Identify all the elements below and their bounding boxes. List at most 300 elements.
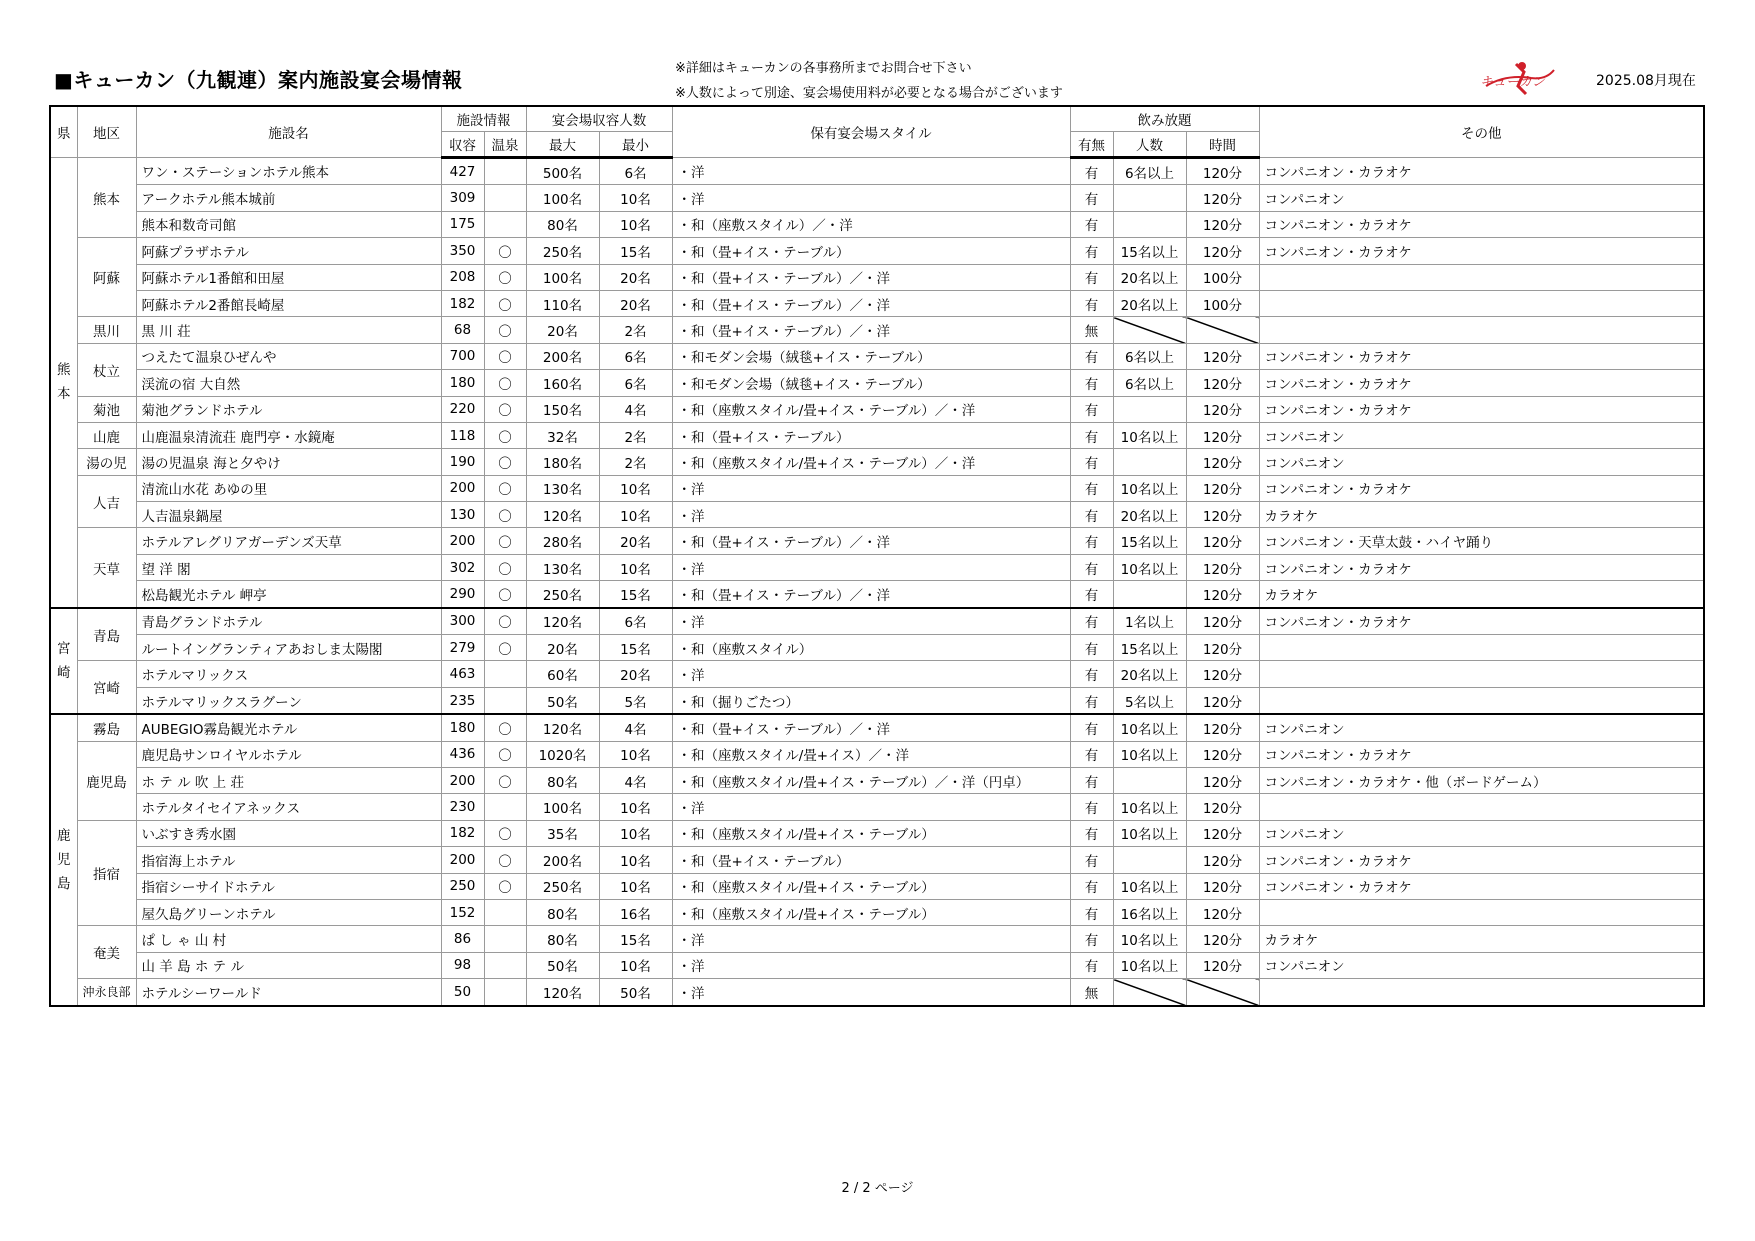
max-cell: 80名 <box>526 767 599 793</box>
col-facility-info: 施設情報 <box>441 106 526 132</box>
other-cell: コンパニオン・カラオケ <box>1259 343 1704 369</box>
other-cell: コンパニオン <box>1259 820 1704 846</box>
onsen-cell <box>484 979 526 1006</box>
nomi-cell: 有 <box>1070 741 1113 767</box>
nomi-cell: 有 <box>1070 847 1113 873</box>
capacity-cell: 463 <box>441 661 484 687</box>
time-cell: 120分 <box>1186 952 1259 978</box>
capacity-cell: 86 <box>441 926 484 952</box>
other-cell <box>1259 979 1704 1006</box>
time-cell: 120分 <box>1186 502 1259 528</box>
other-cell: コンパニオン・カラオケ <box>1259 873 1704 899</box>
table-row <box>50 290 1704 316</box>
area-cell: 沖永良部 <box>77 979 136 1006</box>
style-cell: ・洋 <box>672 502 1070 528</box>
onsen-cell <box>484 211 526 237</box>
table-row <box>50 687 1704 714</box>
prefecture-char: 鹿 <box>57 827 71 844</box>
facility-name: AUBEGIO霧島観光ホテル <box>136 714 441 741</box>
prefecture-cell <box>50 158 77 608</box>
area-cell: 湯の児 <box>77 449 136 475</box>
facility-name: 阿蘇ホテル2番館長崎屋 <box>136 290 441 316</box>
max-cell: 20名 <box>526 317 599 343</box>
time-cell: 120分 <box>1186 820 1259 846</box>
other-cell: コンパニオン・カラオケ <box>1259 475 1704 501</box>
time-cell: 120分 <box>1186 741 1259 767</box>
min-cell: 6名 <box>599 343 672 369</box>
area-cell: 霧島 <box>77 714 136 741</box>
style-cell: ・洋 <box>672 926 1070 952</box>
onsen-cell: 〇 <box>484 741 526 767</box>
prefecture-char: 児 <box>57 851 71 868</box>
other-cell <box>1259 264 1704 290</box>
other-cell: コンパニオン・カラオケ <box>1259 370 1704 396</box>
time-cell: 120分 <box>1186 475 1259 501</box>
style-cell: ・洋 <box>672 608 1070 635</box>
onsen-cell: 〇 <box>484 635 526 661</box>
time-cell: 120分 <box>1186 238 1259 264</box>
table-row <box>50 820 1704 846</box>
table-row <box>50 554 1704 580</box>
facility-name: 松島観光ホテル 岬亭 <box>136 581 441 608</box>
prefecture-char: 島 <box>57 875 71 892</box>
onsen-cell: 〇 <box>484 290 526 316</box>
time-cell <box>1186 979 1259 1006</box>
onsen-cell: 〇 <box>484 820 526 846</box>
max-cell: 120名 <box>526 979 599 1006</box>
nomi-cell: 有 <box>1070 767 1113 793</box>
capacity-cell: 175 <box>441 211 484 237</box>
facility-name: 山鹿温泉清流荘 鹿門亭・水鏡庵 <box>136 422 441 448</box>
facility-name: 湯の児温泉 海と夕やけ <box>136 449 441 475</box>
people-cell: 10名以上 <box>1113 475 1186 501</box>
nomi-cell: 有 <box>1070 158 1113 185</box>
style-cell: ・洋 <box>672 979 1070 1006</box>
time-cell: 120分 <box>1186 185 1259 211</box>
area-cell: 菊池 <box>77 396 136 422</box>
facility-name: ワン・ステーションホテル熊本 <box>136 158 441 185</box>
capacity-cell: 302 <box>441 554 484 580</box>
time-cell: 120分 <box>1186 767 1259 793</box>
capacity-cell: 220 <box>441 396 484 422</box>
style-cell: ・和モダン会場（絨毯+イス・テーブル） <box>672 343 1070 369</box>
time-cell: 120分 <box>1186 158 1259 185</box>
people-cell: 10名以上 <box>1113 741 1186 767</box>
nomi-cell: 有 <box>1070 635 1113 661</box>
style-cell: ・和モダン会場（絨毯+イス・テーブル） <box>672 370 1070 396</box>
facility-name: 指宿シーサイドホテル <box>136 873 441 899</box>
col-time: 時間 <box>1186 132 1259 158</box>
style-cell: ・洋 <box>672 158 1070 185</box>
time-cell: 120分 <box>1186 422 1259 448</box>
time-cell: 100分 <box>1186 264 1259 290</box>
people-cell <box>1113 317 1186 343</box>
onsen-cell: 〇 <box>484 449 526 475</box>
kyukan-logo <box>1476 56 1558 100</box>
other-cell: コンパニオン・カラオケ <box>1259 158 1704 185</box>
style-cell: ・洋 <box>672 794 1070 820</box>
table-row <box>50 396 1704 422</box>
nomi-cell: 有 <box>1070 370 1113 396</box>
min-cell: 15名 <box>599 581 672 608</box>
time-cell: 120分 <box>1186 661 1259 687</box>
style-cell: ・和（畳+イス・テーブル） <box>672 238 1070 264</box>
other-cell <box>1259 794 1704 820</box>
max-cell: 200名 <box>526 343 599 369</box>
time-cell: 120分 <box>1186 926 1259 952</box>
table-row <box>50 741 1704 767</box>
onsen-cell <box>484 661 526 687</box>
capacity-cell: 130 <box>441 502 484 528</box>
area-cell: 宮崎 <box>77 661 136 714</box>
min-cell: 20名 <box>599 661 672 687</box>
onsen-cell: 〇 <box>484 873 526 899</box>
area-cell: 鹿児島 <box>77 741 136 820</box>
other-cell: カラオケ <box>1259 581 1704 608</box>
capacity-cell: 230 <box>441 794 484 820</box>
other-cell: コンパニオン <box>1259 449 1704 475</box>
col-name: 施設名 <box>136 106 441 158</box>
max-cell: 100名 <box>526 185 599 211</box>
nomi-cell: 有 <box>1070 952 1113 978</box>
min-cell: 15名 <box>599 926 672 952</box>
logo-text: キューカン <box>1480 75 1545 90</box>
col-max: 最大 <box>526 132 599 158</box>
area-cell: 熊本 <box>77 158 136 238</box>
capacity-cell: 300 <box>441 608 484 635</box>
table-row <box>50 847 1704 873</box>
other-cell: コンパニオン <box>1259 952 1704 978</box>
people-cell <box>1113 185 1186 211</box>
nomi-cell: 有 <box>1070 820 1113 846</box>
capacity-cell: 350 <box>441 238 484 264</box>
area-cell: 青島 <box>77 608 136 661</box>
facility-name: ぱ し ゃ 山 村 <box>136 926 441 952</box>
nomi-cell: 有 <box>1070 608 1113 635</box>
other-cell: コンパニオン <box>1259 185 1704 211</box>
style-cell: ・和（掘りごたつ） <box>672 687 1070 714</box>
min-cell: 6名 <box>599 370 672 396</box>
people-cell: 15名以上 <box>1113 238 1186 264</box>
area-cell: 黒川 <box>77 317 136 343</box>
time-cell: 120分 <box>1186 714 1259 741</box>
people-cell: 1名以上 <box>1113 608 1186 635</box>
other-cell <box>1259 635 1704 661</box>
people-cell: 6名以上 <box>1113 343 1186 369</box>
style-cell: ・和（畳+イス・テーブル）／・洋 <box>672 581 1070 608</box>
nomi-cell: 有 <box>1070 581 1113 608</box>
facility-name: 鹿児島サンロイヤルホテル <box>136 741 441 767</box>
min-cell: 16名 <box>599 899 672 925</box>
max-cell: 80名 <box>526 211 599 237</box>
facility-name: ルートイングランティアあおしま太陽閣 <box>136 635 441 661</box>
other-cell: カラオケ <box>1259 502 1704 528</box>
capacity-cell: 118 <box>441 422 484 448</box>
max-cell: 80名 <box>526 926 599 952</box>
capacity-cell: 190 <box>441 449 484 475</box>
time-cell: 120分 <box>1186 608 1259 635</box>
onsen-cell: 〇 <box>484 502 526 528</box>
table-row <box>50 211 1704 237</box>
time-cell: 120分 <box>1186 370 1259 396</box>
people-cell: 16名以上 <box>1113 899 1186 925</box>
table-row <box>50 608 1704 635</box>
onsen-cell: 〇 <box>484 847 526 873</box>
capacity-cell: 68 <box>441 317 484 343</box>
contact-note: ※詳細はキューカンの各事務所までお問合せ下さい <box>675 61 972 76</box>
table-row <box>50 952 1704 978</box>
people-cell: 10名以上 <box>1113 422 1186 448</box>
min-cell: 10名 <box>599 794 672 820</box>
style-cell: ・洋 <box>672 952 1070 978</box>
prefecture-char: 宮 <box>57 640 71 657</box>
col-other: その他 <box>1259 106 1704 158</box>
other-cell: カラオケ <box>1259 926 1704 952</box>
table-row <box>50 475 1704 501</box>
area-cell: 山鹿 <box>77 422 136 448</box>
capacity-cell: 200 <box>441 475 484 501</box>
table-row <box>50 370 1704 396</box>
people-cell: 10名以上 <box>1113 714 1186 741</box>
min-cell: 50名 <box>599 979 672 1006</box>
table-row <box>50 635 1704 661</box>
other-cell: コンパニオン <box>1259 422 1704 448</box>
style-cell: ・和（座敷スタイル/畳+イス・テーブル） <box>672 873 1070 899</box>
nomi-cell: 有 <box>1070 290 1113 316</box>
people-cell: 20名以上 <box>1113 290 1186 316</box>
nomi-cell: 有 <box>1070 475 1113 501</box>
style-cell: ・和（座敷スタイル/畳+イス・テーブル） <box>672 820 1070 846</box>
other-cell: コンパニオン・カラオケ <box>1259 741 1704 767</box>
time-cell: 120分 <box>1186 449 1259 475</box>
table-row <box>50 873 1704 899</box>
time-cell: 120分 <box>1186 554 1259 580</box>
nomi-cell: 有 <box>1070 873 1113 899</box>
nomi-cell: 有 <box>1070 554 1113 580</box>
min-cell: 4名 <box>599 767 672 793</box>
max-cell: 50名 <box>526 687 599 714</box>
table-row <box>50 899 1704 925</box>
banquet-table <box>49 105 1705 1007</box>
onsen-cell <box>484 794 526 820</box>
facility-name: 黒 川 荘 <box>136 317 441 343</box>
onsen-cell: 〇 <box>484 343 526 369</box>
time-cell: 120分 <box>1186 528 1259 554</box>
nomi-cell: 有 <box>1070 343 1113 369</box>
time-cell: 100分 <box>1186 290 1259 316</box>
people-cell: 20名以上 <box>1113 502 1186 528</box>
facility-name: ホテルアレグリアガーデンズ天草 <box>136 528 441 554</box>
min-cell: 10名 <box>599 952 672 978</box>
people-cell <box>1113 581 1186 608</box>
page-number: 2 / 2 ページ <box>841 1181 914 1196</box>
people-cell <box>1113 396 1186 422</box>
time-cell: 120分 <box>1186 794 1259 820</box>
max-cell: 130名 <box>526 475 599 501</box>
people-cell: 6名以上 <box>1113 370 1186 396</box>
min-cell: 20名 <box>599 290 672 316</box>
people-cell: 10名以上 <box>1113 873 1186 899</box>
capacity-cell: 200 <box>441 528 484 554</box>
min-cell: 2名 <box>599 449 672 475</box>
onsen-cell: 〇 <box>484 422 526 448</box>
people-cell: 20名以上 <box>1113 264 1186 290</box>
area-cell: 杖立 <box>77 343 136 396</box>
time-cell: 120分 <box>1186 687 1259 714</box>
min-cell: 20名 <box>599 264 672 290</box>
facility-name: 屋久島グリーンホテル <box>136 899 441 925</box>
style-cell: ・和（畳+イス・テーブル）／・洋 <box>672 317 1070 343</box>
onsen-cell <box>484 899 526 925</box>
capacity-cell: 427 <box>441 158 484 185</box>
capacity-cell: 700 <box>441 343 484 369</box>
table-row <box>50 422 1704 448</box>
max-cell: 1020名 <box>526 741 599 767</box>
max-cell: 100名 <box>526 794 599 820</box>
max-cell: 60名 <box>526 661 599 687</box>
max-cell: 80名 <box>526 899 599 925</box>
style-cell: ・洋 <box>672 185 1070 211</box>
people-cell: 10名以上 <box>1113 926 1186 952</box>
time-cell: 120分 <box>1186 847 1259 873</box>
time-cell: 120分 <box>1186 396 1259 422</box>
capacity-cell: 235 <box>441 687 484 714</box>
other-cell: コンパニオン・カラオケ <box>1259 608 1704 635</box>
max-cell: 120名 <box>526 714 599 741</box>
other-cell: コンパニオン・カラオケ <box>1259 211 1704 237</box>
onsen-cell <box>484 687 526 714</box>
style-cell: ・和（畳+イス・テーブル）／・洋 <box>672 714 1070 741</box>
other-cell: コンパニオン・カラオケ <box>1259 396 1704 422</box>
other-cell <box>1259 661 1704 687</box>
people-cell: 15名以上 <box>1113 635 1186 661</box>
facility-name: 山 羊 島 ホ テ ル <box>136 952 441 978</box>
capacity-cell: 182 <box>441 820 484 846</box>
col-availability: 有無 <box>1070 132 1113 158</box>
area-cell: 天草 <box>77 528 136 608</box>
table-row <box>50 264 1704 290</box>
capacity-cell: 279 <box>441 635 484 661</box>
table-row <box>50 979 1704 1006</box>
nomi-cell: 有 <box>1070 714 1113 741</box>
table-row <box>50 185 1704 211</box>
time-cell: 120分 <box>1186 343 1259 369</box>
table-row <box>50 926 1704 952</box>
nomi-cell: 有 <box>1070 502 1113 528</box>
onsen-cell: 〇 <box>484 475 526 501</box>
max-cell: 160名 <box>526 370 599 396</box>
nomi-cell: 有 <box>1070 926 1113 952</box>
style-cell: ・和（畳+イス・テーブル） <box>672 422 1070 448</box>
nomi-cell: 有 <box>1070 264 1113 290</box>
table-row <box>50 767 1704 793</box>
page-title: ■キューカン（九観連）案内施設宴会場情報 <box>54 68 463 92</box>
onsen-cell: 〇 <box>484 238 526 264</box>
min-cell: 2名 <box>599 422 672 448</box>
area-cell: 指宿 <box>77 820 136 926</box>
min-cell: 10名 <box>599 741 672 767</box>
people-cell: 5名以上 <box>1113 687 1186 714</box>
nomi-cell: 有 <box>1070 396 1113 422</box>
onsen-cell <box>484 952 526 978</box>
style-cell: ・洋 <box>672 661 1070 687</box>
style-cell: ・和（畳+イス・テーブル）／・洋 <box>672 528 1070 554</box>
style-cell: ・洋 <box>672 475 1070 501</box>
as-of-date: 2025.08月現在 <box>1596 73 1696 89</box>
col-nomihoudai: 飲み放題 <box>1070 106 1259 132</box>
min-cell: 15名 <box>599 238 672 264</box>
col-banquet-capacity: 宴会場収容人数 <box>526 106 672 132</box>
max-cell: 100名 <box>526 264 599 290</box>
max-cell: 120名 <box>526 608 599 635</box>
col-pref: 県 <box>50 106 77 158</box>
max-cell: 500名 <box>526 158 599 185</box>
time-cell: 120分 <box>1186 899 1259 925</box>
min-cell: 10名 <box>599 211 672 237</box>
facility-name: ホテルシーワールド <box>136 979 441 1006</box>
nomi-cell: 有 <box>1070 899 1113 925</box>
capacity-cell: 250 <box>441 873 484 899</box>
onsen-cell: 〇 <box>484 581 526 608</box>
fee-note: ※人数によって別途、宴会場使用料が必要となる場合がございます <box>675 86 1063 101</box>
people-cell <box>1113 979 1186 1006</box>
other-cell <box>1259 687 1704 714</box>
people-cell: 10名以上 <box>1113 794 1186 820</box>
max-cell: 280名 <box>526 528 599 554</box>
max-cell: 150名 <box>526 396 599 422</box>
nomi-cell: 有 <box>1070 449 1113 475</box>
max-cell: 250名 <box>526 238 599 264</box>
people-cell: 10名以上 <box>1113 820 1186 846</box>
table-row <box>50 528 1704 554</box>
prefecture-char: 崎 <box>57 664 71 681</box>
style-cell: ・和（座敷スタイル）／・洋 <box>672 211 1070 237</box>
table-row <box>50 449 1704 475</box>
table-row <box>50 581 1704 608</box>
onsen-cell <box>484 158 526 185</box>
style-cell: ・和（座敷スタイル/畳+イス・テーブル）／・洋（円卓） <box>672 767 1070 793</box>
prefecture-cell <box>50 714 77 1005</box>
min-cell: 15名 <box>599 635 672 661</box>
style-cell: ・和（畳+イス・テーブル）／・洋 <box>672 290 1070 316</box>
people-cell: 10名以上 <box>1113 554 1186 580</box>
table-row <box>50 343 1704 369</box>
capacity-cell: 50 <box>441 979 484 1006</box>
capacity-cell: 200 <box>441 767 484 793</box>
min-cell: 10名 <box>599 185 672 211</box>
capacity-cell: 180 <box>441 714 484 741</box>
facility-name: 望 洋 閣 <box>136 554 441 580</box>
style-cell: ・和（畳+イス・テーブル）／・洋 <box>672 264 1070 290</box>
facility-name: ホテルマリックスラグーン <box>136 687 441 714</box>
min-cell: 4名 <box>599 714 672 741</box>
table-row <box>50 317 1704 343</box>
style-cell: ・和（座敷スタイル/畳+イス）／・洋 <box>672 741 1070 767</box>
col-area: 地区 <box>77 106 136 158</box>
table-row <box>50 794 1704 820</box>
max-cell: 200名 <box>526 847 599 873</box>
people-cell <box>1113 847 1186 873</box>
people-cell: 20名以上 <box>1113 661 1186 687</box>
facility-name: 渓流の宿 大自然 <box>136 370 441 396</box>
max-cell: 110名 <box>526 290 599 316</box>
nomi-cell: 有 <box>1070 794 1113 820</box>
facility-name: ホ テ ル 吹 上 荘 <box>136 767 441 793</box>
facility-name: 菊池グランドホテル <box>136 396 441 422</box>
prefecture-char: 熊 <box>57 362 71 379</box>
onsen-cell: 〇 <box>484 317 526 343</box>
style-cell: ・洋 <box>672 554 1070 580</box>
